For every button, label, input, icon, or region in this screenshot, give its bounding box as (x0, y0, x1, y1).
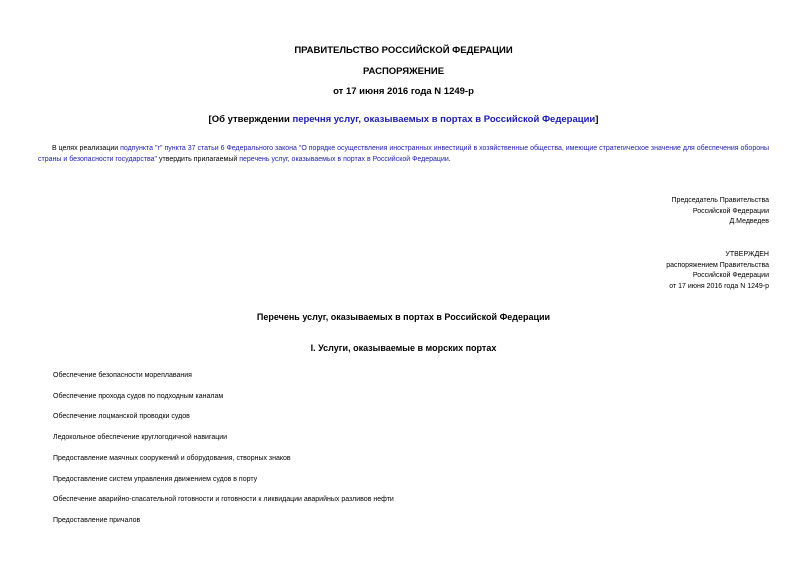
list-item: Обеспечение прохода судов по подходным каналам (53, 393, 224, 400)
list-item: Обеспечение безопасности мореплавания (53, 372, 192, 379)
document-date-number: от 17 июня 2016 года N 1249-р (333, 86, 474, 97)
signature-line-2: Российской Федерации (692, 207, 769, 215)
signature-line-3: Д.Медведев (729, 218, 769, 225)
approval-block (666, 250, 769, 292)
preamble-text-1: В целях реализации (52, 145, 121, 152)
list-item: Предоставление маячных сооружений и оборудования, створных знаков (53, 455, 291, 462)
title-prefix: [Об утверждении (208, 114, 293, 125)
preamble-text-3: . (448, 155, 451, 163)
approval-line-1: УТВЕРЖДЕН (725, 251, 769, 258)
signature-line-1: Председатель Правительства (671, 197, 769, 204)
signature-block (672, 196, 769, 228)
list-item: Обеспечение лоцманской проводки судов (53, 413, 190, 420)
list-item: Предоставление систем управления движением судов в порту (53, 476, 258, 483)
list-item: Обеспечение аварийно-спасательной готовности и готовности к ликвидации аварийных разливов нефти (53, 496, 394, 503)
list-item: Предоставление причалов (53, 517, 141, 524)
approval-line-4: от 17 июня 2016 года N 1249-р (669, 282, 769, 290)
title-link[interactable]: перечня услуг, оказываемых в портах в Российской Федерации (292, 114, 596, 125)
title-suffix: ] (595, 114, 599, 125)
document-title (0, 114, 807, 125)
law-reference-link[interactable]: подпункта "г" пункта 37 статьи 6 Федерального закона "О порядке осуществления иностранных инвестиций в хозяйственные общества, имеющие стратегическое значение для обеспечения обороны страны и безопасности государства" (38, 145, 770, 163)
list-title: Перечень услуг, оказываемых в портах в Российской Федерации (256, 312, 551, 322)
list-reference-link[interactable]: перечень услуг, оказываемых в портах в Российской Федерации (239, 155, 449, 163)
preamble-text-2: утвердить прилагаемый (157, 155, 240, 163)
list-item: Ледокольное обеспечение круглогодичной навигации (53, 434, 228, 441)
document-type: РАСПОРЯЖЕНИЕ (362, 66, 445, 77)
approval-line-3: Российской Федерации (692, 272, 769, 279)
preamble-paragraph (38, 144, 769, 165)
approval-line-2: распоряжением Правительства (666, 261, 769, 269)
government-heading: ПРАВИТЕЛЬСТВО РОССИЙСКОЙ ФЕДЕРАЦИИ (294, 45, 513, 56)
section-title: I. Услуги, оказываемые в морских портах (310, 343, 497, 353)
